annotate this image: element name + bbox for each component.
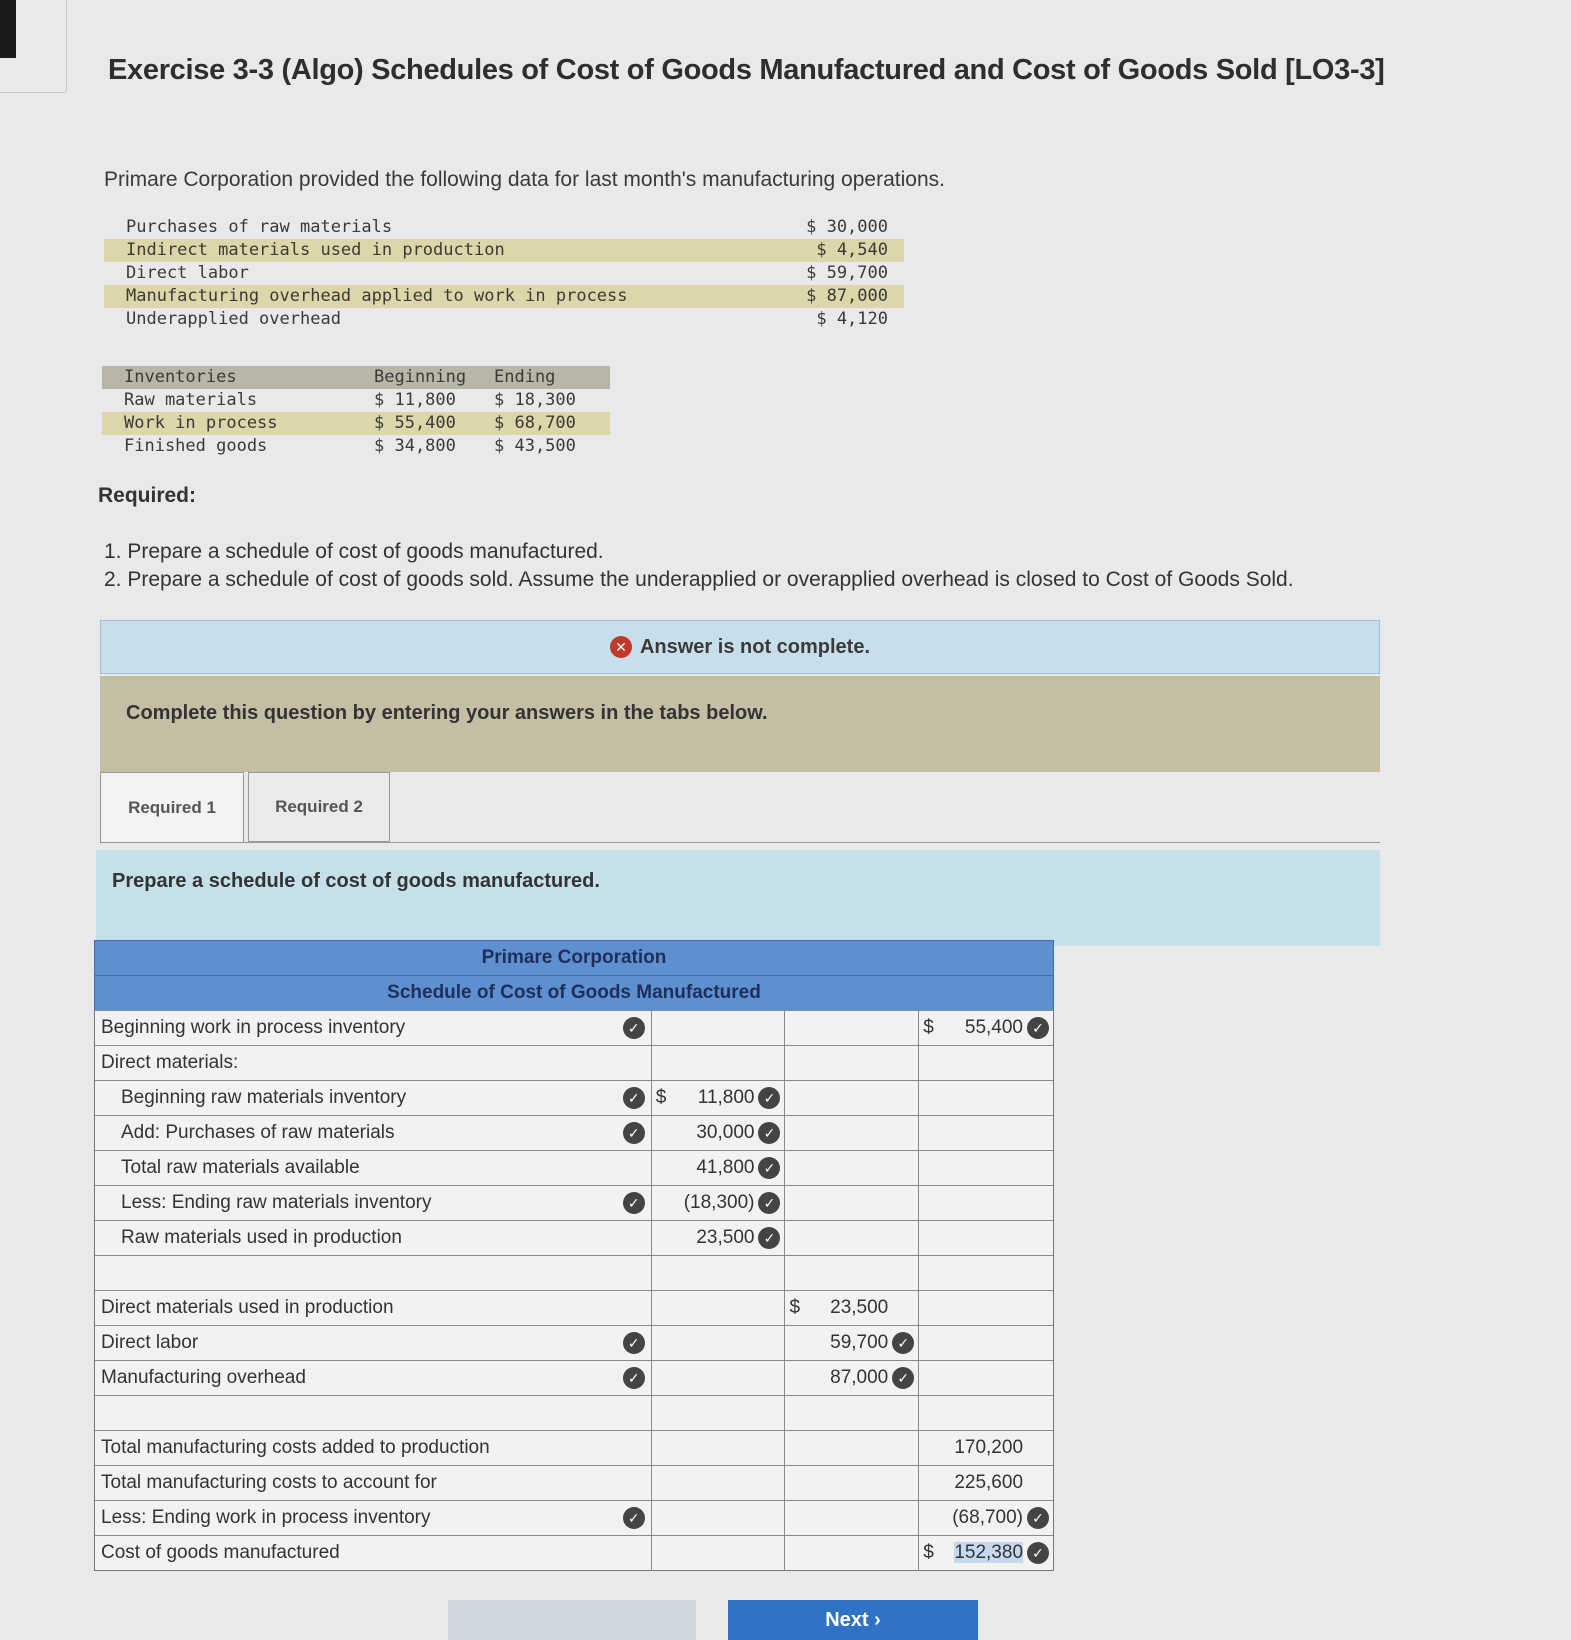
cell bbox=[652, 1536, 786, 1570]
table-row bbox=[95, 1535, 1053, 1570]
cell: $ 55,400 bbox=[374, 413, 456, 433]
cell bbox=[785, 1536, 919, 1570]
row-label: Indirect materials used in production bbox=[126, 240, 505, 260]
cell[interactable] bbox=[652, 1396, 786, 1430]
table-row bbox=[95, 1185, 1053, 1220]
table-row bbox=[95, 1290, 1053, 1325]
cell bbox=[785, 1116, 919, 1150]
error-icon: ✕ bbox=[610, 636, 632, 658]
table-row bbox=[95, 1395, 1053, 1430]
check-icon: ✓ bbox=[758, 1122, 780, 1144]
cell bbox=[919, 1221, 1053, 1255]
row-label[interactable] bbox=[95, 1396, 652, 1430]
row-label[interactable]: Less: Ending raw materials inventory ✓ bbox=[95, 1186, 652, 1220]
row-label: Cost of goods manufactured bbox=[95, 1536, 652, 1570]
row-label[interactable]: Beginning raw materials inventory ✓ bbox=[95, 1081, 652, 1115]
row-amount: $ 59,700 bbox=[806, 263, 888, 283]
cell bbox=[785, 1011, 919, 1045]
cell bbox=[919, 1081, 1053, 1115]
answer-cell[interactable]: $ 55,400 ✓ bbox=[919, 1011, 1053, 1045]
row-label: Total manufacturing costs to account for bbox=[95, 1466, 652, 1500]
check-icon: ✓ bbox=[623, 1507, 645, 1529]
cell[interactable] bbox=[652, 1256, 786, 1290]
cell: $ 11,800 bbox=[374, 390, 456, 410]
cell[interactable] bbox=[785, 1396, 919, 1430]
check-icon: ✓ bbox=[892, 1332, 914, 1354]
cell bbox=[652, 1326, 786, 1360]
row-label[interactable]: Direct labor ✓ bbox=[95, 1326, 652, 1360]
table-row bbox=[95, 1325, 1053, 1360]
check-icon: ✓ bbox=[758, 1192, 780, 1214]
status-text: Answer is not complete. bbox=[639, 635, 871, 658]
cell: $ 43,500 bbox=[494, 436, 576, 456]
cell bbox=[919, 1151, 1053, 1185]
cell[interactable] bbox=[919, 1256, 1053, 1290]
cell bbox=[919, 1291, 1053, 1325]
cell bbox=[785, 1081, 919, 1115]
cell[interactable] bbox=[919, 1396, 1053, 1430]
cell bbox=[919, 1361, 1053, 1395]
answer-cell[interactable]: 30,000 ✓ bbox=[652, 1116, 786, 1150]
cell: Work in process bbox=[124, 413, 278, 433]
row-label: Direct labor bbox=[126, 263, 249, 283]
row-amount: $ 4,120 bbox=[816, 309, 888, 329]
answer-cell[interactable]: $ 11,800 ✓ bbox=[652, 1081, 786, 1115]
table-row bbox=[104, 239, 904, 262]
row-label: Total manufacturing costs added to production bbox=[95, 1431, 652, 1465]
check-icon: ✓ bbox=[1027, 1507, 1049, 1529]
header-cell: Inventories bbox=[124, 367, 237, 387]
tab-divider bbox=[100, 842, 1380, 843]
table-row bbox=[104, 216, 904, 239]
table-row bbox=[95, 1220, 1053, 1255]
intro-text: Primare Corporation provided the following data for last month's manufacturing operations. bbox=[104, 168, 945, 191]
table-row bbox=[102, 435, 610, 458]
table-row bbox=[95, 1360, 1053, 1395]
row-label[interactable] bbox=[95, 1256, 652, 1290]
check-icon: ✓ bbox=[623, 1192, 645, 1214]
header-cell: Beginning bbox=[374, 367, 467, 387]
cell[interactable] bbox=[785, 1256, 919, 1290]
previous-button[interactable] bbox=[448, 1600, 696, 1640]
answer-cell[interactable]: 87,000 ✓ bbox=[785, 1361, 919, 1395]
cell bbox=[785, 1221, 919, 1255]
cell: Raw materials bbox=[124, 390, 258, 410]
row-label: Direct materials: bbox=[95, 1046, 652, 1080]
table-header bbox=[102, 366, 610, 389]
cell bbox=[652, 1291, 786, 1325]
row-label[interactable]: Manufacturing overhead ✓ bbox=[95, 1361, 652, 1395]
page-title: Exercise 3-3 (Algo) Schedules of Cost of Goods Manufactured and Cost of Goods Sold [LO3-3] bbox=[108, 54, 1385, 86]
schedule-grid bbox=[94, 1010, 1054, 1571]
cell bbox=[785, 1501, 919, 1535]
check-icon: ✓ bbox=[623, 1017, 645, 1039]
required-heading: Required: bbox=[98, 484, 197, 507]
schedule-title: Schedule of Cost of Goods Manufactured bbox=[94, 975, 1054, 1010]
check-icon: ✓ bbox=[623, 1332, 645, 1354]
cell bbox=[652, 1431, 786, 1465]
check-icon: ✓ bbox=[758, 1227, 780, 1249]
corner-divider-vertical bbox=[66, 0, 67, 92]
answer-cell[interactable]: 23,500 ✓ bbox=[652, 1221, 786, 1255]
row-amount: $ 4,540 bbox=[816, 240, 888, 260]
cell: $ 34,800 bbox=[374, 436, 456, 456]
chevron-right-icon: › bbox=[874, 1609, 881, 1631]
table-row bbox=[102, 389, 610, 412]
answer-cell[interactable]: 170,200 bbox=[954, 1437, 1024, 1458]
cell bbox=[652, 1466, 786, 1500]
cell bbox=[785, 1046, 919, 1080]
cell: $ 18,300 bbox=[494, 390, 576, 410]
data-table bbox=[104, 216, 904, 331]
corner-marker bbox=[0, 0, 16, 58]
row-label: Direct materials used in production bbox=[95, 1291, 652, 1325]
tab-required-2[interactable]: Required 2 bbox=[248, 772, 390, 842]
cell bbox=[785, 1186, 919, 1220]
row-label: Underapplied overhead bbox=[126, 309, 341, 329]
row-amount: $ 30,000 bbox=[806, 217, 888, 237]
answer-cell[interactable]: 225,600 bbox=[954, 1472, 1024, 1493]
table-row bbox=[95, 1080, 1053, 1115]
corner-divider bbox=[0, 92, 66, 93]
table-row bbox=[95, 1045, 1053, 1080]
row-label: Purchases of raw materials bbox=[126, 217, 393, 237]
check-icon: ✓ bbox=[623, 1122, 645, 1144]
table-row bbox=[95, 1430, 1053, 1465]
check-icon: ✓ bbox=[758, 1157, 780, 1179]
answer-cell[interactable]: $ 152,380 ✓ bbox=[919, 1536, 1053, 1570]
header-cell: Ending bbox=[494, 367, 556, 387]
table-row bbox=[102, 412, 610, 435]
table-row bbox=[104, 262, 904, 285]
answer-cell[interactable]: 59,700 ✓ bbox=[785, 1326, 919, 1360]
table-row bbox=[95, 1150, 1053, 1185]
cell bbox=[919, 1046, 1053, 1080]
schedule-company: Primare Corporation bbox=[94, 940, 1054, 975]
table-row bbox=[95, 1115, 1053, 1150]
cell bbox=[652, 1011, 786, 1045]
cell bbox=[652, 1501, 786, 1535]
tab-prompt: Prepare a schedule of cost of goods manufactured. bbox=[96, 850, 1380, 946]
table-row bbox=[95, 1010, 1053, 1045]
cell bbox=[785, 1431, 919, 1465]
status-banner bbox=[100, 620, 1380, 674]
cell bbox=[652, 1046, 786, 1080]
cell bbox=[919, 1116, 1053, 1150]
cell bbox=[785, 1466, 919, 1500]
table-row bbox=[95, 1255, 1053, 1290]
schedule-table bbox=[94, 940, 1054, 1571]
row-label: Raw materials used in production bbox=[95, 1221, 652, 1255]
requirement-item: 2. Prepare a schedule of cost of goods sold. Assume the underapplied or overapplied overhead is closed to Cost of Goods Sold. bbox=[104, 568, 1294, 591]
check-icon: ✓ bbox=[623, 1087, 645, 1109]
check-icon: ✓ bbox=[1027, 1017, 1049, 1039]
table-row bbox=[95, 1465, 1053, 1500]
answer-cell[interactable]: 41,800 ✓ bbox=[652, 1151, 786, 1185]
inventories-table bbox=[102, 366, 610, 458]
table-row bbox=[104, 308, 904, 331]
row-label: Total raw materials available bbox=[95, 1151, 652, 1185]
requirement-item: 1. Prepare a schedule of cost of goods manufactured. bbox=[104, 540, 604, 563]
cell bbox=[919, 1186, 1053, 1220]
row-label[interactable]: Beginning work in process inventory ✓ bbox=[95, 1011, 652, 1045]
cell bbox=[919, 1326, 1053, 1360]
next-button[interactable]: Next › bbox=[728, 1600, 978, 1640]
row-label: Manufacturing overhead applied to work in process bbox=[126, 286, 628, 306]
answer-cell[interactable]: (18,300) ✓ bbox=[652, 1186, 786, 1220]
row-label[interactable]: Add: Purchases of raw materials ✓ bbox=[95, 1116, 652, 1150]
answer-cell[interactable]: (68,700) ✓ bbox=[919, 1501, 1053, 1535]
check-icon: ✓ bbox=[758, 1087, 780, 1109]
check-icon: ✓ bbox=[892, 1367, 914, 1389]
answer-cell[interactable]: $ 23,500 bbox=[785, 1291, 919, 1325]
instruction-banner: Complete this question by entering your answers in the tabs below. bbox=[100, 676, 1380, 772]
tab-required-1[interactable]: Required 1 bbox=[100, 772, 244, 842]
requirements-list bbox=[104, 538, 1294, 594]
check-icon: ✓ bbox=[623, 1367, 645, 1389]
row-label[interactable]: Less: Ending work in process inventory ✓ bbox=[95, 1501, 652, 1535]
row-amount: $ 87,000 bbox=[806, 286, 888, 306]
cell: $ 68,700 bbox=[494, 413, 576, 433]
cell: Finished goods bbox=[124, 436, 268, 456]
check-icon: ✓ bbox=[1027, 1542, 1049, 1564]
table-row bbox=[104, 285, 904, 308]
table-row bbox=[95, 1500, 1053, 1535]
cell bbox=[652, 1361, 786, 1395]
cell bbox=[785, 1151, 919, 1185]
